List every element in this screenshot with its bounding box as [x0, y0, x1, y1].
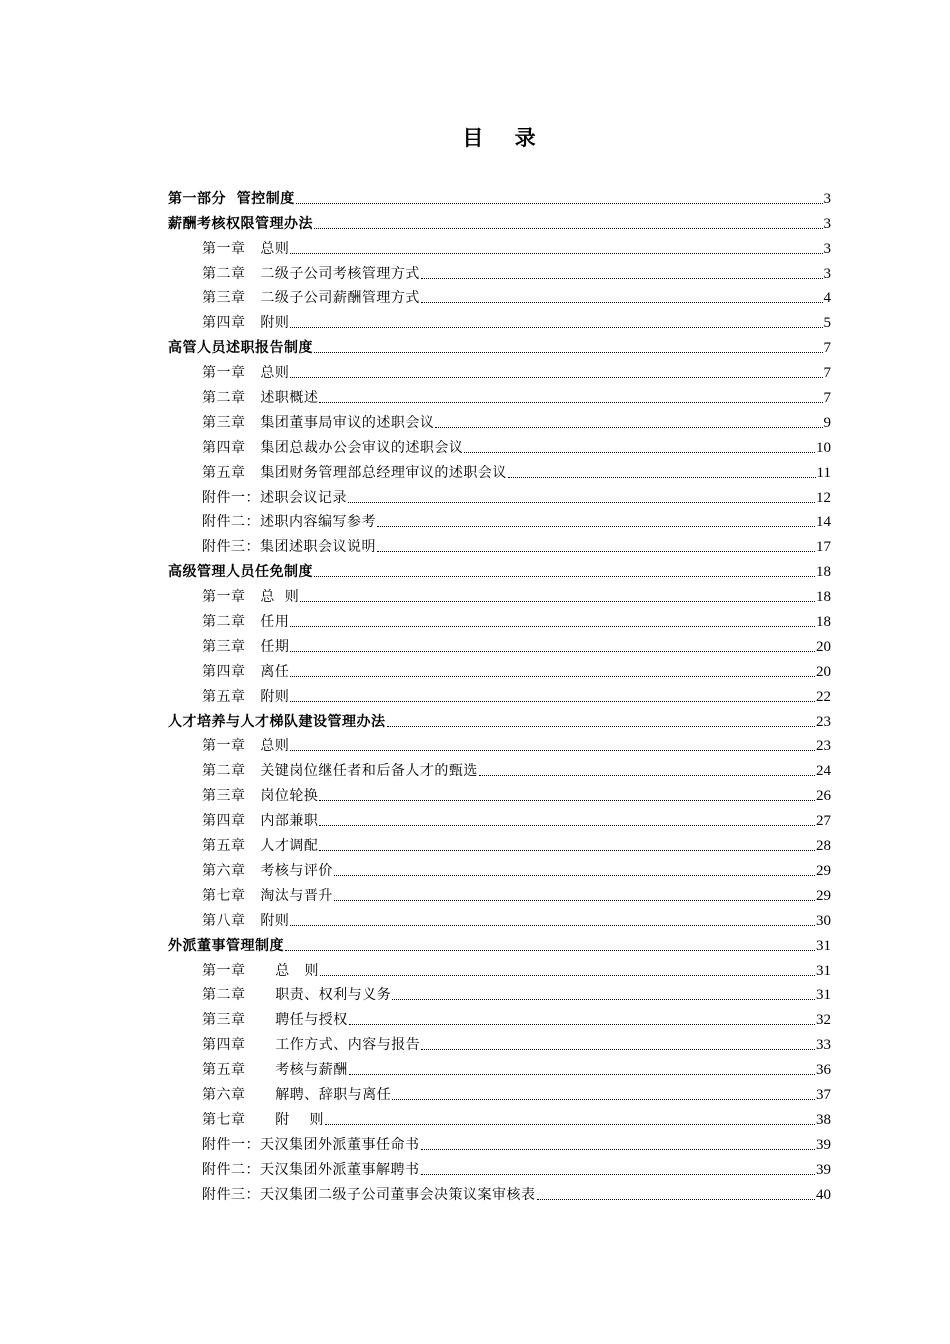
toc-dot-leader [325, 1124, 815, 1125]
toc-page-number: 3 [823, 190, 831, 207]
toc-page-number: 3 [823, 240, 831, 257]
toc-entry-label: 第六章 解聘、辞职与离任 [202, 1086, 392, 1103]
toc-entry-label: 高管人员述职报告制度 [168, 340, 313, 357]
toc-dot-leader [320, 975, 815, 976]
toc-page-number: 40 [816, 1186, 831, 1203]
toc-entry-label: 第四章 附则 [202, 315, 290, 332]
toc-page-number: 29 [816, 887, 831, 904]
toc-chapter-entry[interactable] [168, 780, 831, 805]
toc-page-number: 7 [823, 340, 831, 357]
toc-chapter-entry[interactable] [168, 1154, 831, 1179]
toc-entry-label: 附件三：天汉集团二级子公司董事会决策议案审核表 [202, 1186, 536, 1203]
toc-dot-leader [290, 327, 822, 328]
toc-page-number: 20 [816, 663, 831, 680]
toc-chapter-entry[interactable] [168, 432, 831, 457]
toc-page-number: 11 [816, 464, 831, 481]
toc-page-number: 23 [816, 713, 831, 730]
toc-page-number: 7 [823, 365, 831, 382]
toc-entry-label: 第一章 总 则 [202, 589, 300, 606]
toc-page-number: 36 [816, 1062, 831, 1079]
toc-dot-leader [314, 576, 815, 577]
toc-section-entry[interactable] [168, 208, 831, 233]
toc-chapter-entry[interactable] [168, 1054, 831, 1079]
toc-dot-leader [421, 302, 823, 303]
toc-entry-label: 第二章 二级子公司考核管理方式 [202, 265, 420, 282]
toc-entry-label: 附件二：天汉集团外派董事解聘书 [202, 1161, 420, 1178]
toc-dot-leader [290, 626, 815, 627]
toc-chapter-entry[interactable] [168, 307, 831, 332]
toc-dot-leader [377, 551, 815, 552]
toc-entry-label: 附件一：述职会议记录 [202, 489, 347, 506]
toc-dot-leader [421, 1149, 816, 1150]
toc-entry-label: 第六章 考核与评价 [202, 862, 333, 879]
toc-page-number: 32 [816, 1012, 831, 1029]
toc-dot-leader [435, 427, 822, 428]
toc-dot-leader [421, 278, 823, 279]
toc-dot-leader [319, 825, 815, 826]
toc-page-number: 18 [816, 589, 831, 606]
toc-entry-label: 第二章 职责、权利与义务 [202, 987, 392, 1004]
toc-page-number: 7 [823, 390, 831, 407]
toc-entry-label: 第二章 任用 [202, 614, 290, 631]
toc-page-number: 14 [816, 514, 831, 531]
toc-chapter-entry[interactable] [168, 656, 831, 681]
toc-chapter-entry[interactable] [168, 855, 831, 880]
toc-dot-leader [508, 477, 816, 478]
toc-page-number: 24 [816, 763, 831, 780]
toc-chapter-entry[interactable] [168, 357, 831, 382]
toc-chapter-entry[interactable] [168, 1129, 831, 1154]
toc-entry-label: 外派董事管理制度 [168, 937, 284, 954]
toc-page-number: 39 [816, 1161, 831, 1178]
toc-dot-leader [348, 502, 815, 503]
toc-dot-leader [319, 800, 815, 801]
toc-entry-label: 高级管理人员任免制度 [168, 564, 313, 581]
toc-page-number: 4 [823, 290, 831, 307]
toc-page-number: 18 [816, 614, 831, 631]
toc-chapter-entry[interactable] [168, 681, 831, 706]
toc-entry-label: 第一章 总则 [202, 738, 290, 755]
table-of-contents [168, 183, 831, 1204]
toc-dot-leader [290, 701, 815, 702]
toc-entry-label: 第四章 工作方式、内容与报告 [202, 1037, 421, 1054]
toc-page-number: 3 [823, 215, 831, 232]
toc-page-number: 18 [816, 564, 831, 581]
toc-dot-leader [290, 651, 815, 652]
toc-chapter-entry[interactable] [168, 955, 831, 980]
toc-entry-label: 第五章 附则 [202, 688, 290, 705]
toc-entry-label: 第七章 附 则 [202, 1111, 325, 1128]
toc-chapter-entry[interactable] [168, 283, 831, 308]
toc-chapter-entry[interactable] [168, 1004, 831, 1029]
toc-chapter-entry[interactable] [168, 1079, 831, 1104]
toc-dot-leader [300, 601, 815, 602]
toc-chapter-entry[interactable] [168, 233, 831, 258]
toc-page-number: 33 [816, 1037, 831, 1054]
toc-chapter-entry[interactable] [168, 382, 831, 407]
toc-chapter-entry[interactable] [168, 531, 831, 556]
toc-dot-leader [314, 228, 823, 229]
toc-page-number: 12 [816, 489, 831, 506]
toc-dot-leader [334, 875, 815, 876]
toc-section-entry[interactable] [168, 930, 831, 955]
toc-dot-leader [290, 377, 822, 378]
toc-chapter-entry[interactable] [168, 1029, 831, 1054]
toc-dot-leader [392, 1099, 815, 1100]
toc-page-number: 39 [816, 1136, 831, 1153]
toc-dot-leader [319, 850, 815, 851]
toc-entry-label: 第一章 总 则 [202, 962, 320, 979]
toc-chapter-entry[interactable] [168, 1179, 831, 1204]
toc-chapter-entry[interactable] [168, 507, 831, 532]
toc-chapter-entry[interactable] [168, 1104, 831, 1129]
toc-section-entry[interactable] [168, 332, 831, 357]
toc-entry-label: 第三章 集团董事局审议的述职会议 [202, 414, 435, 431]
toc-dot-leader [392, 999, 815, 1000]
toc-dot-leader [334, 900, 815, 901]
toc-dot-leader [290, 676, 815, 677]
toc-page-number: 37 [816, 1086, 831, 1103]
toc-entry-label: 第三章 任期 [202, 638, 290, 655]
toc-entry-label: 第三章 二级子公司薪酬管理方式 [202, 290, 420, 307]
toc-entry-label: 第二章 关键岗位继任者和后备人才的甄选 [202, 763, 478, 780]
toc-entry-label: 第二章 述职概述 [202, 390, 319, 407]
toc-entry-label: 第八章 附则 [202, 912, 290, 929]
toc-dot-leader [314, 352, 823, 353]
toc-section-entry[interactable] [168, 183, 831, 208]
toc-entry-label: 第五章 集团财务管理部总经理审议的述职会议 [202, 464, 507, 481]
toc-page-number: 31 [816, 987, 831, 1004]
toc-page-number: 27 [816, 813, 831, 830]
toc-page-number: 26 [816, 788, 831, 805]
toc-page-number: 3 [823, 265, 831, 282]
toc-entry-label: 第七章 淘汰与晋升 [202, 887, 333, 904]
toc-page-number: 29 [816, 862, 831, 879]
toc-chapter-entry[interactable] [168, 805, 831, 830]
toc-dot-leader [464, 452, 815, 453]
toc-dot-leader [290, 925, 815, 926]
toc-page-number: 30 [816, 912, 831, 929]
page-title: 目 录 [462, 125, 548, 150]
toc-page-number: 9 [823, 414, 831, 431]
toc-page-number: 38 [816, 1111, 831, 1128]
toc-dot-leader [349, 1074, 815, 1075]
toc-entry-label: 第一部分 管控制度 [168, 190, 295, 207]
toc-dot-leader [387, 726, 816, 727]
toc-chapter-entry[interactable] [168, 457, 831, 482]
toc-dot-leader [290, 750, 815, 751]
toc-chapter-entry[interactable] [168, 905, 831, 930]
toc-dot-leader [319, 402, 822, 403]
toc-entry-label: 人才培养与人才梯队建设管理办法 [168, 713, 386, 730]
toc-dot-leader [421, 1049, 815, 1050]
toc-chapter-entry[interactable] [168, 731, 831, 756]
toc-entry-label: 附件二：述职内容编写参考 [202, 514, 376, 531]
toc-dot-leader [285, 950, 815, 951]
toc-page-number: 31 [816, 962, 831, 979]
toc-chapter-entry[interactable] [168, 631, 831, 656]
toc-section-entry[interactable] [168, 556, 831, 581]
toc-entry-label: 第三章 聘任与授权 [202, 1012, 348, 1029]
toc-chapter-entry[interactable] [168, 755, 831, 780]
toc-dot-leader [349, 1024, 815, 1025]
toc-page-number: 23 [816, 738, 831, 755]
toc-page-number: 28 [816, 838, 831, 855]
toc-section-entry[interactable] [168, 706, 831, 731]
toc-entry-label: 第四章 内部兼职 [202, 813, 319, 830]
toc-dot-leader [421, 1174, 816, 1175]
toc-dot-leader [296, 203, 823, 204]
toc-page-number: 5 [823, 315, 831, 332]
toc-entry-label: 第四章 离任 [202, 663, 290, 680]
toc-dot-leader [377, 526, 815, 527]
toc-entry-label: 第四章 集团总裁办公会审议的述职会议 [202, 439, 464, 456]
toc-entry-label: 第一章 总则 [202, 365, 290, 382]
toc-page-number: 17 [816, 539, 831, 556]
toc-entry-label: 第五章 考核与薪酬 [202, 1062, 348, 1079]
toc-chapter-entry[interactable] [168, 606, 831, 631]
toc-entry-label: 附件三：集团述职会议说明 [202, 539, 376, 556]
toc-entry-label: 第五章 人才调配 [202, 838, 319, 855]
toc-chapter-entry[interactable] [168, 880, 831, 905]
toc-page-number: 20 [816, 638, 831, 655]
toc-chapter-entry[interactable] [168, 482, 831, 507]
toc-dot-leader [479, 775, 815, 776]
toc-entry-label: 第三章 岗位轮换 [202, 788, 319, 805]
toc-entry-label: 附件一：天汉集团外派董事任命书 [202, 1136, 420, 1153]
toc-chapter-entry[interactable] [168, 258, 831, 283]
toc-page-number: 31 [816, 937, 831, 954]
toc-chapter-entry[interactable] [168, 980, 831, 1005]
toc-chapter-entry[interactable] [168, 581, 831, 606]
toc-page-number: 22 [816, 688, 831, 705]
toc-entry-label: 第一章 总则 [202, 240, 290, 257]
toc-chapter-entry[interactable] [168, 830, 831, 855]
toc-dot-leader [537, 1199, 816, 1200]
toc-entry-label: 薪酬考核权限管理办法 [168, 215, 313, 232]
toc-chapter-entry[interactable] [168, 407, 831, 432]
toc-dot-leader [290, 253, 822, 254]
toc-page-number: 10 [816, 439, 831, 456]
